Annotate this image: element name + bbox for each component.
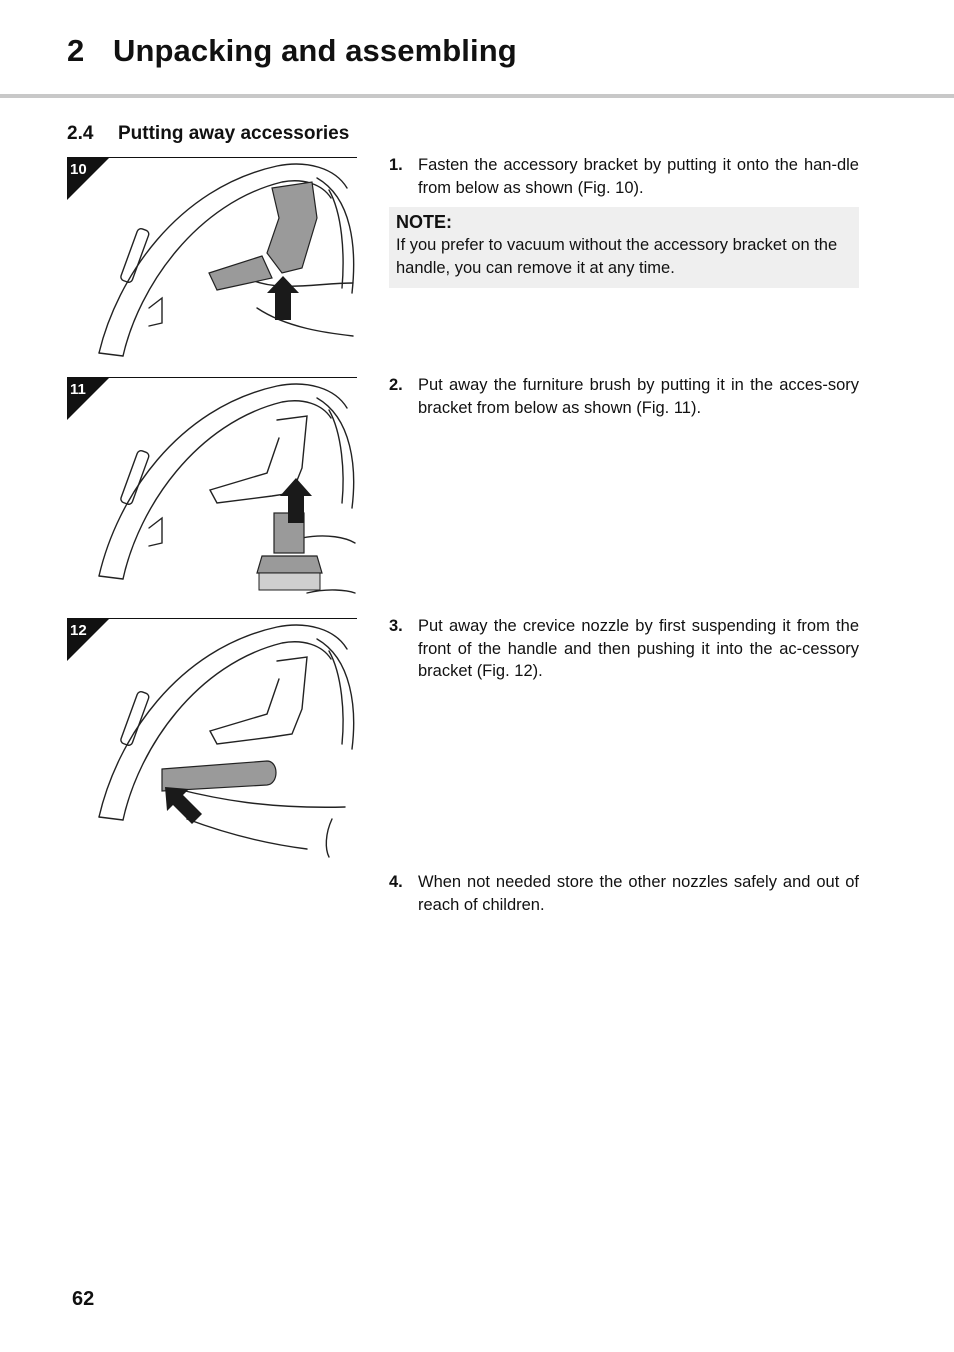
figure-badge: [67, 619, 109, 661]
figure-badge: [67, 378, 109, 420]
page-number: 62: [72, 1288, 95, 1310]
note-text: If you prefer to vacuum without the accessory bracket on the handle, you can remove it at any time.: [396, 236, 838, 277]
section-title: [67, 123, 349, 145]
step-text: Put away the crevice nozzle by first suspending it from the front of the handle and then pushing it into the ac-cessory bracket (Fig. 12).: [418, 617, 859, 680]
step-2: [389, 374, 859, 419]
figure-12: [67, 618, 357, 859]
note-box: [389, 207, 859, 288]
step-text: Fasten the accessory bracket by putting it onto the han-dle from below as shown (Fig. 10).: [418, 156, 859, 197]
figure-11: [67, 377, 357, 608]
step-3: [389, 615, 859, 683]
note-label: NOTE:: [396, 212, 452, 232]
step-number: 2.: [389, 376, 403, 394]
figure-11-illustration: [67, 378, 357, 608]
figure-10: [67, 157, 357, 361]
step-text: When not needed store the other nozzles safely and out of reach of children.: [418, 873, 859, 914]
step-number: 4.: [389, 873, 403, 891]
figure-label: 10: [70, 161, 87, 178]
figure-12-illustration: [67, 619, 357, 859]
section-number: 2.4: [67, 123, 94, 144]
step-4: [389, 871, 859, 916]
figure-label: 12: [70, 622, 87, 639]
chapter-title: [67, 33, 517, 69]
step-text: Put away the furniture brush by putting it in the acces-sory bracket from below as shown (Fig. 11).: [418, 376, 859, 417]
header-rule: [0, 94, 954, 98]
chapter-title-text: Unpacking and assembling: [113, 33, 517, 68]
figure-label: 11: [70, 381, 86, 398]
figure-badge: [67, 158, 109, 200]
chapter-number: 2: [67, 33, 85, 68]
step-number: 1.: [389, 156, 403, 174]
section-title-text: Putting away accessories: [118, 123, 350, 144]
step-number: 3.: [389, 617, 403, 635]
figure-10-illustration: [67, 158, 357, 361]
step-1: [389, 154, 859, 199]
